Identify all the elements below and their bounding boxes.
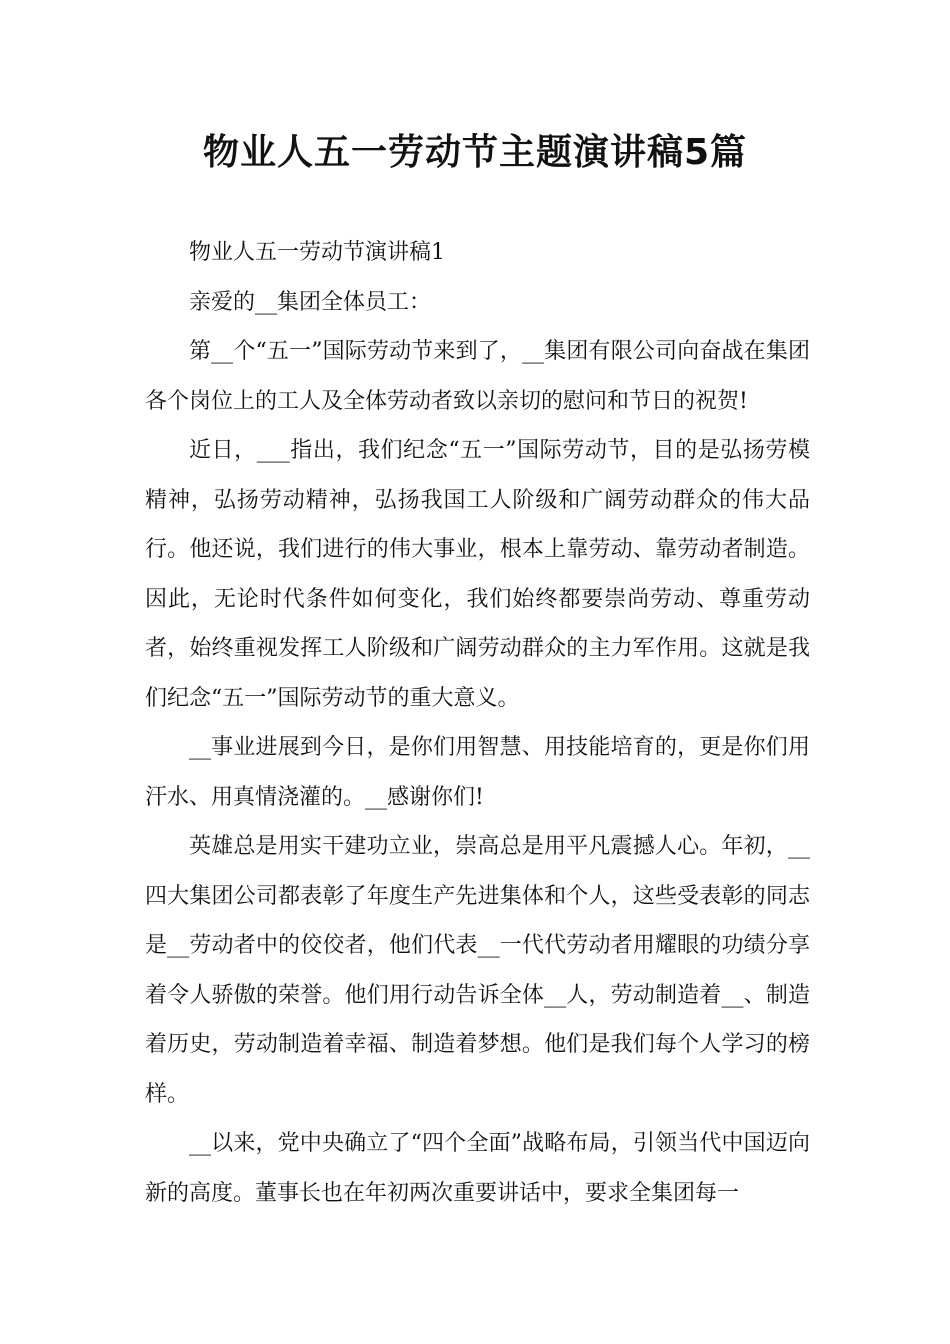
- paragraph-heading: 物业人五一劳动节演讲稿1: [189, 240, 445, 265]
- paragraph: __以来，党中央确立了“四个全面”战略布局，引领当代中国迈向新的高度。董事长也在年初两次重要讲话中，要求全集团每一: [145, 1131, 810, 1206]
- paragraph: 第__个“五一”国际劳动节来到了，__集团有限公司向奋战在集团各个岗位上的工人及全体劳动者致以亲切的慰问和节日的祝贺!: [145, 339, 810, 414]
- paragraph-salutation: 亲爱的__集团全体员工：: [189, 289, 432, 315]
- paragraph: 英雄总是用实干建功立业，崇高总是用平凡震撼人心。年初，__四大集团公司都表彰了年度生产先进集体和个人，这些受表彰的同志是__劳动者中的佼佼者，他们代表__一代代劳动者用耀眼的功绩分享着令人骄傲的荣誉。他们用行动告诉全体__人，劳动制造着__、制造着历史，劳动制造着幸福、制造着梦想。他们是我们每个人学习的榜样。: [145, 834, 810, 1107]
- document-body: [145, 228, 810, 1218]
- paragraph: 近日，___指出，我们纪念“五一”国际劳动节，目的是弘扬劳模精神，弘扬劳动精神，弘扬我国工人阶级和广阔劳动群众的伟大品行。他还说，我们进行的伟大事业，根本上靠劳动、靠劳动者制造。因此，无论时代条件如何变化，我们始终都要崇尚劳动、尊重劳动者，始终重视发挥工人阶级和广阔劳动群众的主力军作用。这就是我们纪念“五一”国际劳动节的重大意义。: [145, 438, 810, 711]
- document-title: 物业人五一劳动节主题演讲稿5篇: [202, 132, 748, 173]
- paragraph: __事业进展到今日，是你们用智慧、用技能培育的，更是你们用汗水、用真情浇灌的。__感谢你们!: [145, 735, 810, 810]
